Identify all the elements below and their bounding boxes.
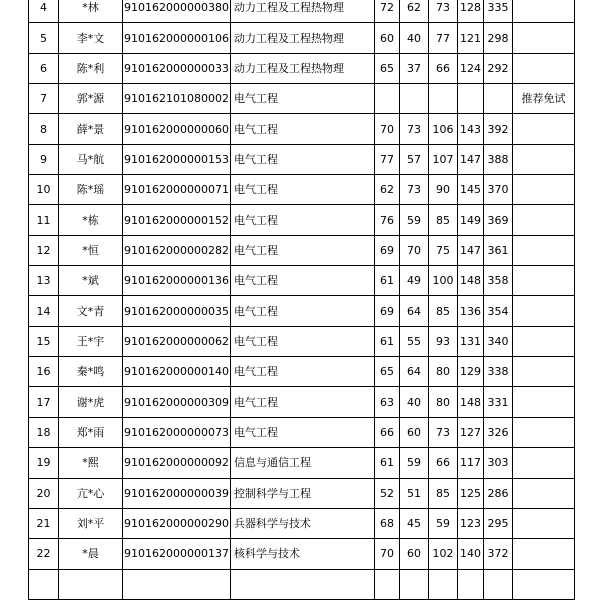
total-score-cell: 370: [484, 175, 513, 205]
table-row: [29, 144, 575, 174]
exam-id-cell: 910162000000152: [123, 205, 231, 235]
score-subject-1-cell: 107: [429, 144, 458, 174]
score-politics-cell: 63: [375, 387, 400, 417]
remark-cell: [513, 508, 575, 538]
table-row: [29, 205, 575, 235]
score-subject-2-cell: 123: [458, 508, 484, 538]
score-subject-2-cell: [458, 569, 484, 599]
candidate-name-cell: 郭*源: [59, 84, 123, 114]
score-subject-2-cell: 145: [458, 175, 484, 205]
score-subject-1-cell: 59: [429, 508, 458, 538]
score-subject-2-cell: 124: [458, 53, 484, 83]
total-score-cell: 326: [484, 417, 513, 447]
remark-cell: [513, 114, 575, 144]
total-score-cell: 295: [484, 508, 513, 538]
score-subject-2-cell: 140: [458, 539, 484, 569]
score-subject-1-cell: 80: [429, 387, 458, 417]
score-foreign-language-cell: 70: [400, 235, 429, 265]
score-subject-2-cell: 129: [458, 357, 484, 387]
exam-id-cell: 910162000000140: [123, 357, 231, 387]
exam-id-cell: 910162000000136: [123, 266, 231, 296]
table-row: [29, 0, 575, 23]
major-cell: 电气工程: [231, 296, 375, 326]
score-politics-cell: 65: [375, 53, 400, 83]
major-cell: [231, 569, 375, 599]
row-number-cell: 16: [29, 357, 59, 387]
score-subject-2-cell: 131: [458, 326, 484, 356]
table-row: [29, 569, 575, 599]
remark-cell: [513, 326, 575, 356]
table-row: [29, 508, 575, 538]
score-subject-2-cell: 143: [458, 114, 484, 144]
remark-cell: [513, 539, 575, 569]
score-politics-cell: 62: [375, 175, 400, 205]
score-subject-2-cell: 148: [458, 266, 484, 296]
table-row: [29, 266, 575, 296]
table-row: [29, 387, 575, 417]
score-subject-1-cell: 73: [429, 0, 458, 23]
row-number-cell: 11: [29, 205, 59, 235]
exam-id-cell: 910162000000073: [123, 417, 231, 447]
exam-id-cell: 910162000000092: [123, 448, 231, 478]
score-foreign-language-cell: 59: [400, 448, 429, 478]
major-cell: 电气工程: [231, 357, 375, 387]
score-subject-2-cell: 148: [458, 387, 484, 417]
score-politics-cell: 70: [375, 539, 400, 569]
total-score-cell: 331: [484, 387, 513, 417]
score-subject-1-cell: 80: [429, 357, 458, 387]
score-subject-1-cell: 77: [429, 23, 458, 53]
total-score-cell: 335: [484, 0, 513, 23]
total-score-cell: 392: [484, 114, 513, 144]
row-number-cell: 4: [29, 0, 59, 23]
remark-cell: [513, 205, 575, 235]
remark-cell: [513, 417, 575, 447]
score-politics-cell: [375, 84, 400, 114]
remark-cell: [513, 448, 575, 478]
score-foreign-language-cell: 37: [400, 53, 429, 83]
remark-cell: [513, 357, 575, 387]
score-subject-1-cell: 75: [429, 235, 458, 265]
admission-score-table: [28, 0, 575, 600]
candidate-name-cell: 文*青: [59, 296, 123, 326]
exam-id-cell: 910162000000380: [123, 0, 231, 23]
major-cell: 电气工程: [231, 114, 375, 144]
major-cell: 电气工程: [231, 417, 375, 447]
exam-id-cell: 910162000000071: [123, 175, 231, 205]
exam-id-cell: 910162000000282: [123, 235, 231, 265]
candidate-name-cell: 薛*景: [59, 114, 123, 144]
exam-id-cell: 910162000000290: [123, 508, 231, 538]
table-body: [29, 0, 575, 599]
score-subject-1-cell: [429, 569, 458, 599]
score-politics-cell: 69: [375, 296, 400, 326]
score-politics-cell: 70: [375, 114, 400, 144]
candidate-name-cell: *斌: [59, 266, 123, 296]
score-foreign-language-cell: 62: [400, 0, 429, 23]
major-cell: 电气工程: [231, 84, 375, 114]
row-number-cell: 7: [29, 84, 59, 114]
candidate-name-cell: 刘*平: [59, 508, 123, 538]
total-score-cell: 388: [484, 144, 513, 174]
score-subject-2-cell: [458, 84, 484, 114]
score-subject-2-cell: 147: [458, 235, 484, 265]
exam-id-cell: 910162000000309: [123, 387, 231, 417]
remark-cell: [513, 53, 575, 83]
major-cell: 电气工程: [231, 266, 375, 296]
major-cell: 控制科学与工程: [231, 478, 375, 508]
major-cell: 电气工程: [231, 205, 375, 235]
exam-id-cell: 910162000000033: [123, 53, 231, 83]
row-number-cell: 22: [29, 539, 59, 569]
remark-cell: [513, 266, 575, 296]
candidate-name-cell: *恒: [59, 235, 123, 265]
score-subject-1-cell: 93: [429, 326, 458, 356]
total-score-cell: 338: [484, 357, 513, 387]
candidate-name-cell: 陈*利: [59, 53, 123, 83]
exam-id-cell: 910162000000153: [123, 144, 231, 174]
score-foreign-language-cell: 57: [400, 144, 429, 174]
score-subject-1-cell: 102: [429, 539, 458, 569]
table-row: [29, 84, 575, 114]
major-cell: 信息与通信工程: [231, 448, 375, 478]
table-row: [29, 23, 575, 53]
total-score-cell: 340: [484, 326, 513, 356]
score-politics-cell: 65: [375, 357, 400, 387]
row-number-cell: 21: [29, 508, 59, 538]
total-score-cell: 286: [484, 478, 513, 508]
row-number-cell: 9: [29, 144, 59, 174]
major-cell: 兵器科学与技术: [231, 508, 375, 538]
candidate-name-cell: *熙: [59, 448, 123, 478]
score-subject-1-cell: 66: [429, 53, 458, 83]
row-number-cell: 5: [29, 23, 59, 53]
major-cell: 电气工程: [231, 144, 375, 174]
table-row: [29, 448, 575, 478]
score-subject-1-cell: [429, 84, 458, 114]
total-score-cell: [484, 84, 513, 114]
score-foreign-language-cell: 49: [400, 266, 429, 296]
row-number-cell: 12: [29, 235, 59, 265]
total-score-cell: 303: [484, 448, 513, 478]
score-foreign-language-cell: 59: [400, 205, 429, 235]
remark-cell: [513, 175, 575, 205]
remark-cell: [513, 387, 575, 417]
major-cell: 动力工程及工程热物理: [231, 23, 375, 53]
score-subject-1-cell: 85: [429, 205, 458, 235]
score-foreign-language-cell: 40: [400, 23, 429, 53]
score-foreign-language-cell: [400, 569, 429, 599]
candidate-name-cell: *晨: [59, 539, 123, 569]
score-politics-cell: 76: [375, 205, 400, 235]
candidate-name-cell: 李*文: [59, 23, 123, 53]
score-politics-cell: [375, 569, 400, 599]
table-row: [29, 539, 575, 569]
score-subject-1-cell: 100: [429, 266, 458, 296]
score-foreign-language-cell: 45: [400, 508, 429, 538]
score-politics-cell: 52: [375, 478, 400, 508]
remark-cell: [513, 569, 575, 599]
row-number-cell: 10: [29, 175, 59, 205]
score-subject-2-cell: 117: [458, 448, 484, 478]
score-subject-2-cell: 125: [458, 478, 484, 508]
score-foreign-language-cell: 60: [400, 539, 429, 569]
candidate-name-cell: *栋: [59, 205, 123, 235]
candidate-name-cell: 秦*鸣: [59, 357, 123, 387]
score-foreign-language-cell: 64: [400, 296, 429, 326]
exam-id-cell: 910162000000060: [123, 114, 231, 144]
score-subject-1-cell: 106: [429, 114, 458, 144]
major-cell: 动力工程及工程热物理: [231, 53, 375, 83]
remark-cell: [513, 235, 575, 265]
candidate-name-cell: 亢*心: [59, 478, 123, 508]
score-subject-2-cell: 147: [458, 144, 484, 174]
total-score-cell: 354: [484, 296, 513, 326]
score-foreign-language-cell: 51: [400, 478, 429, 508]
score-subject-1-cell: 73: [429, 417, 458, 447]
table-row: [29, 296, 575, 326]
score-foreign-language-cell: 73: [400, 175, 429, 205]
table-row: [29, 357, 575, 387]
candidate-name-cell: 王*宇: [59, 326, 123, 356]
row-number-cell: 8: [29, 114, 59, 144]
remark-cell: [513, 296, 575, 326]
score-subject-1-cell: 90: [429, 175, 458, 205]
total-score-cell: 298: [484, 23, 513, 53]
exam-id-cell: 910162000000137: [123, 539, 231, 569]
row-number-cell: 20: [29, 478, 59, 508]
table-row: [29, 175, 575, 205]
candidate-name-cell: *林: [59, 0, 123, 23]
table-row: [29, 478, 575, 508]
table-row: [29, 53, 575, 83]
candidate-name-cell: 谢*虎: [59, 387, 123, 417]
exam-id-cell: 910162000000039: [123, 478, 231, 508]
total-score-cell: 372: [484, 539, 513, 569]
remark-cell: [513, 23, 575, 53]
row-number-cell: 19: [29, 448, 59, 478]
exam-id-cell: 910162000000035: [123, 296, 231, 326]
remark-cell: [513, 0, 575, 23]
score-foreign-language-cell: 55: [400, 326, 429, 356]
major-cell: 电气工程: [231, 175, 375, 205]
score-foreign-language-cell: 60: [400, 417, 429, 447]
score-politics-cell: 61: [375, 266, 400, 296]
row-number-cell: 6: [29, 53, 59, 83]
score-politics-cell: 61: [375, 326, 400, 356]
score-politics-cell: 61: [375, 448, 400, 478]
remark-cell: [513, 478, 575, 508]
major-cell: 动力工程及工程热物理: [231, 0, 375, 23]
score-subject-2-cell: 127: [458, 417, 484, 447]
score-subject-1-cell: 85: [429, 478, 458, 508]
score-foreign-language-cell: 73: [400, 114, 429, 144]
score-politics-cell: 72: [375, 0, 400, 23]
score-subject-2-cell: 149: [458, 205, 484, 235]
score-politics-cell: 77: [375, 144, 400, 174]
exam-id-cell: 910162000000106: [123, 23, 231, 53]
row-number-cell: 14: [29, 296, 59, 326]
row-number-cell: 18: [29, 417, 59, 447]
score-subject-2-cell: 128: [458, 0, 484, 23]
table-row: [29, 114, 575, 144]
exam-id-cell: 910162000000062: [123, 326, 231, 356]
candidate-name-cell: [59, 569, 123, 599]
table-row: [29, 326, 575, 356]
table-row: [29, 417, 575, 447]
row-number-cell: 15: [29, 326, 59, 356]
score-politics-cell: 66: [375, 417, 400, 447]
table-row: [29, 235, 575, 265]
remark-cell: 推荐免试: [513, 84, 575, 114]
score-politics-cell: 69: [375, 235, 400, 265]
row-number-cell: [29, 569, 59, 599]
score-foreign-language-cell: [400, 84, 429, 114]
candidate-name-cell: 郑*雨: [59, 417, 123, 447]
total-score-cell: [484, 569, 513, 599]
candidate-name-cell: 陈*瑶: [59, 175, 123, 205]
major-cell: 核科学与技术: [231, 539, 375, 569]
remark-cell: [513, 144, 575, 174]
score-politics-cell: 60: [375, 23, 400, 53]
score-subject-1-cell: 85: [429, 296, 458, 326]
total-score-cell: 292: [484, 53, 513, 83]
score-politics-cell: 68: [375, 508, 400, 538]
exam-id-cell: 910162101080002: [123, 84, 231, 114]
major-cell: 电气工程: [231, 326, 375, 356]
score-foreign-language-cell: 64: [400, 357, 429, 387]
score-subject-2-cell: 121: [458, 23, 484, 53]
total-score-cell: 358: [484, 266, 513, 296]
major-cell: 电气工程: [231, 387, 375, 417]
candidate-name-cell: 马*航: [59, 144, 123, 174]
major-cell: 电气工程: [231, 235, 375, 265]
row-number-cell: 13: [29, 266, 59, 296]
score-foreign-language-cell: 40: [400, 387, 429, 417]
score-subject-2-cell: 136: [458, 296, 484, 326]
total-score-cell: 361: [484, 235, 513, 265]
exam-id-cell: [123, 569, 231, 599]
row-number-cell: 17: [29, 387, 59, 417]
total-score-cell: 369: [484, 205, 513, 235]
score-subject-1-cell: 66: [429, 448, 458, 478]
